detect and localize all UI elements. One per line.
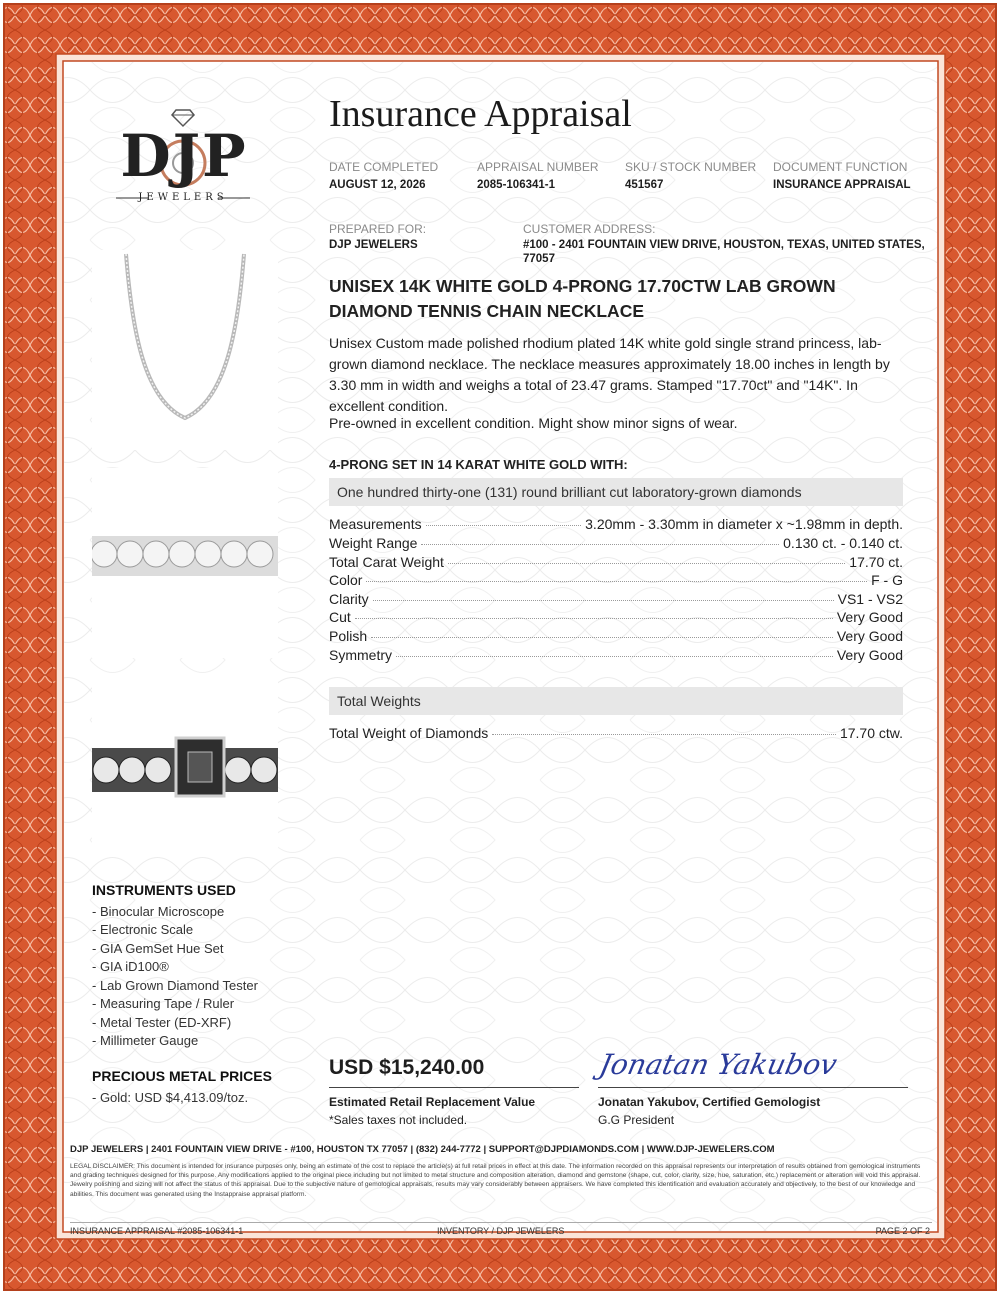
footer-inventory: INVENTORY / DJP JEWELERS [437,1226,565,1236]
sku-value: 451567 [625,179,664,191]
customer-address-line2: 77057 [523,253,555,265]
spec-value: 0.130 ct. - 0.140 ct. [783,535,903,551]
spec-row [329,554,903,572]
spec-value: 3.20mm - 3.30mm in diameter x ~1.98mm in depth. [585,516,903,532]
footer-appraisal-id: INSURANCE APPRAISAL #2085-106341-1 [70,1226,244,1236]
product-title: UNISEX 14K WHITE GOLD 4-PRONG 17.70CTW LAB GROWN DIAMOND TENNIS CHAIN NECKLACE [329,276,836,321]
total-weights-header [329,687,903,715]
sku-label: SKU / STOCK NUMBER [625,160,757,174]
instrument-item: - Electronic Scale [92,922,194,937]
signature-line [598,1087,908,1088]
spec-label: Polish [329,628,368,644]
metal-prices-heading: PRECIOUS METAL PRICES [92,1068,272,1084]
total-weights-heading: Total Weights [337,693,421,709]
signature-script: Jonatan Yakubov [596,1048,840,1081]
spec-value: VS1 - VS2 [837,591,903,607]
gemologist-name: Jonatan Yakubov, Certified Gemologist [598,1095,821,1109]
stones-summary [329,478,903,506]
spec-label: Total Carat Weight [329,554,444,570]
footer-divider [70,1222,932,1223]
company-logo [108,108,258,208]
product-condition: Pre-owned in excellent condition. Might show minor signs of wear. [329,415,738,431]
appraisal-number-value: 2085-106341-1 [477,179,556,191]
instruments-heading: INSTRUMENTS USED [92,882,236,898]
clasp-photo [92,676,278,856]
prepared-for-label: PREPARED FOR: [329,222,427,236]
spec-label: Clarity [329,591,369,607]
date-label: DATE COMPLETED [329,160,439,174]
spec-value: Very Good [836,647,903,663]
spec-value: Very Good [836,628,903,644]
customer-address-line1: #100 - 2401 FOUNTAIN VIEW DRIVE, HOUSTON, TEXAS, UNITED STATES, [523,239,925,251]
diamond-closeup-photo [92,468,278,658]
product-description: Unisex Custom made polished rhodium plated 14K white gold single strand princess, lab-grown diamond necklace. The necklace measures approximately 18.00 inches in length by 3.30 mm in width and weighs a total of 23.47 grams. Stamped "17.70ct" and "14K". In excellent condition. [329,335,890,414]
gemologist-title: G.G President [598,1113,675,1127]
total-weight-label: Total Weight of Diamonds [329,725,489,741]
appraisal-number-label: APPRAISAL NUMBER [477,160,599,174]
legal-disclaimer: LEGAL DISCLAIMER: This document is intended for insurance purposes only, being an estimate of the cost to replace the article(s) at full retail prices in effect at this date. The information recorded on this appraisal represents our interpretation of results obtained from gemological instruments and grading techniques designed for this purpose. Any modifications applied to the original piece including but not limited to metal structure and composition alteration, diamond and gemstone (shape, cut, color, clarity, size, hue, saturation, etc.) replacement or alteration will void this appraisal. Jewelry polishing and sizing will not affect the status of this appraisal. Due to the subjective nature of gemological appraisals, results may vary considerably between appraisers. We have completed this identification and evaluation accurately and objectively, to the best of our knowledge and abilities. This document was generated using the Instappraise appraisal platform. [70,1163,921,1198]
instrument-item: - Binocular Microscope [92,904,225,919]
total-weight-value: 17.70 ctw. [839,725,903,741]
spec-label: Weight Range [329,535,418,551]
value-line [329,1087,579,1088]
page-title: Insurance Appraisal [329,93,632,135]
document-function-value: INSURANCE APPRAISAL [773,179,911,191]
setting-heading: 4-PRONG SET IN 14 KARAT WHITE GOLD WITH: [329,457,628,472]
spec-value: 17.70 ct. [849,554,903,570]
document-function-label: DOCUMENT FUNCTION [773,160,908,174]
stones-summary-text: One hundred thirty-one (131) round brilliant cut laboratory-grown diamonds [337,484,802,500]
page-number: PAGE 2 OF 2 [875,1226,930,1236]
instrument-item: - Lab Grown Diamond Tester [92,978,258,993]
instrument-item: - Measuring Tape / Ruler [92,996,235,1011]
total-weight-row [329,725,903,743]
spec-row [329,535,903,553]
instrument-item: - Metal Tester (ED-XRF) [92,1015,232,1030]
spec-row [329,609,903,627]
spec-value: F - G [871,572,903,588]
metal-price-item: - Gold: USD $4,413.09/toz. [92,1090,249,1105]
spec-label: Measurements [329,516,422,532]
instrument-item: - GIA iD100® [92,959,169,974]
logo-text: JEWELERS [138,192,228,203]
spec-row [329,591,903,609]
replacement-value-label: Estimated Retail Replacement Value [329,1095,536,1109]
instrument-item: - Millimeter Gauge [92,1033,199,1048]
footer-contact: DJP JEWELERS | 2401 FOUNTAIN VIEW DRIVE - #100, HOUSTON TX 77057 | (832) 244-7772 | SUPPORT@DJPDIAMONDS.COM | WWW.DJP-JEWELERS.COM [70,1144,775,1155]
instrument-item: - GIA GemSet Hue Set [92,941,224,956]
spec-label: Symmetry [329,647,392,663]
spec-label: Color [329,572,363,588]
spec-label: Cut [329,609,351,625]
spec-row [329,628,903,646]
spec-value: Very Good [836,609,903,625]
sales-tax-note: *Sales taxes not included. [329,1113,468,1127]
prepared-for-value: DJP JEWELERS [329,239,418,251]
spec-row [329,647,903,665]
customer-address-label: CUSTOMER ADDRESS: [523,222,656,236]
date-value: AUGUST 12, 2026 [329,179,426,191]
replacement-value: USD $15,240.00 [329,1056,485,1079]
logo-letters: DJP [120,122,248,190]
spec-row [329,516,903,534]
necklace-photo [92,250,278,450]
spec-row [329,572,903,590]
